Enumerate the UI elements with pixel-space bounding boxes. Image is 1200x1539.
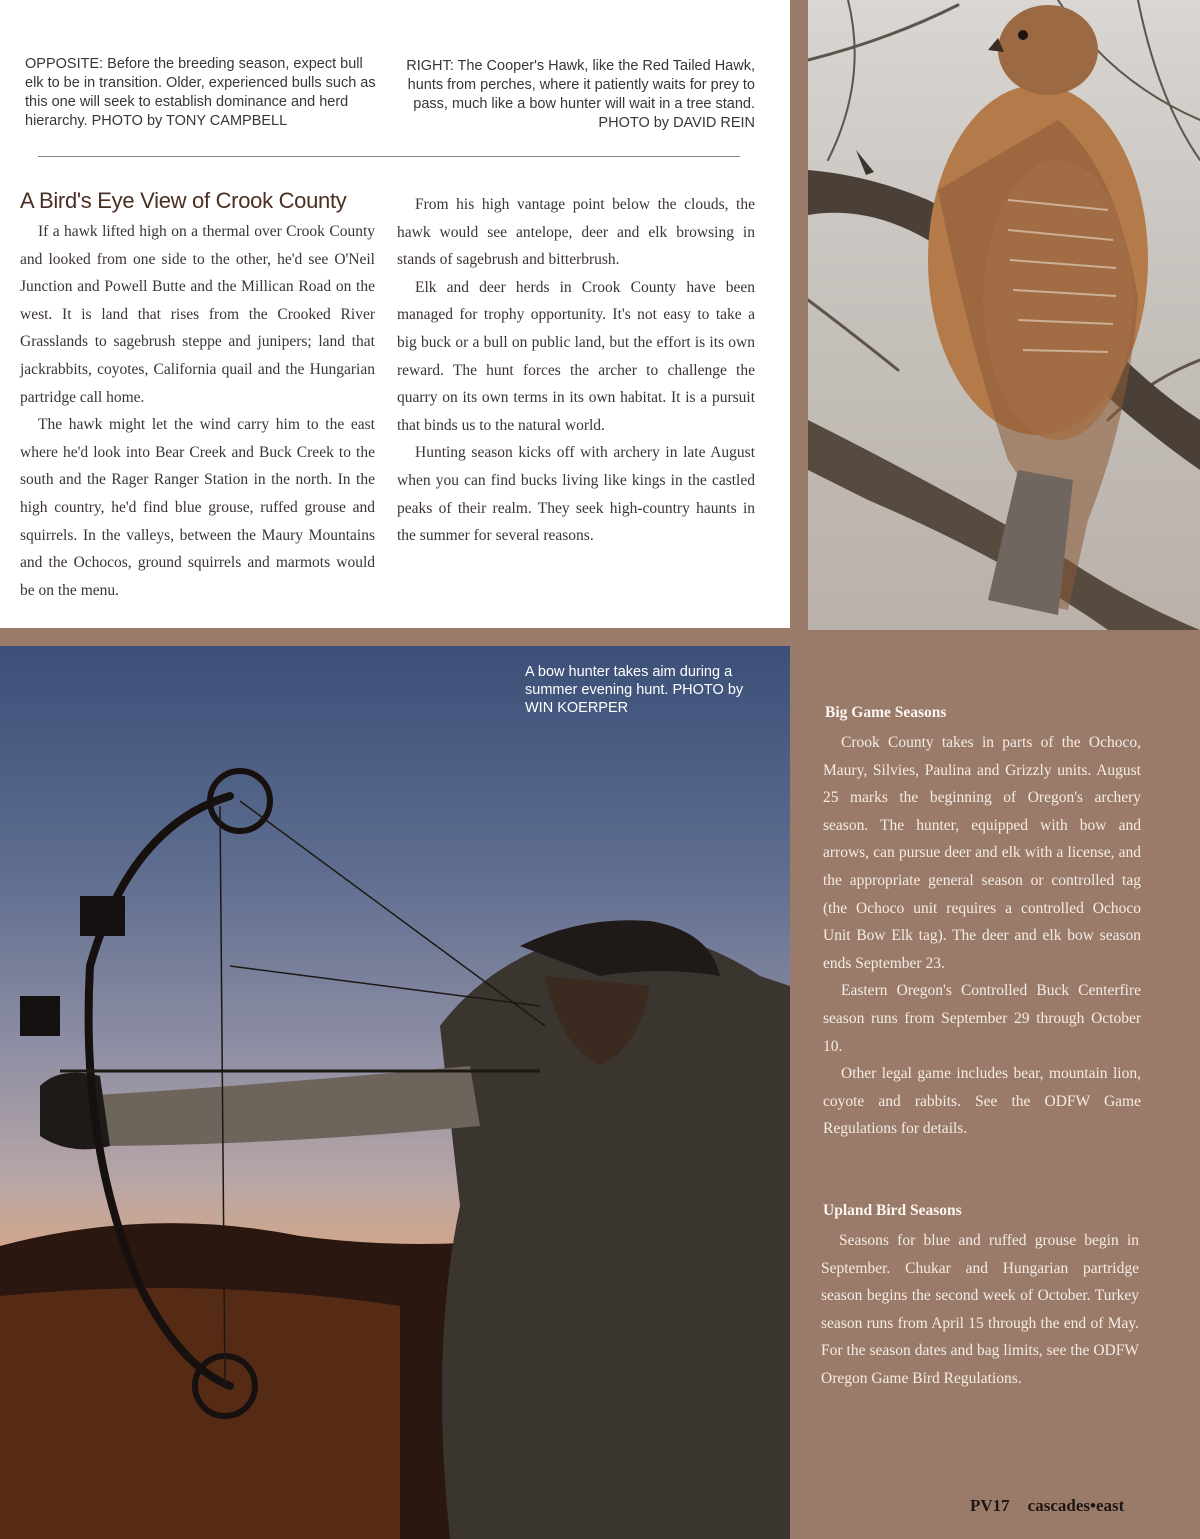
sidebar-body-big-game xyxy=(823,729,1141,1143)
article-paragraph: The hawk might let the wind carry him to the east where he'd look into Bear Creek and Buck Creek to the south and the Rager Ranger Station in the north. In the high country, he'd find blue grouse, ruffed grouse and squirrels. In the valleys, between the Maury Mountains and the Ochocos, ground squirrels and marmots would be on the menu. xyxy=(20,416,375,599)
caption-rule xyxy=(38,156,740,157)
article-paragraph: Hunting season kicks off with archery in late August when you can find bucks living like kings in the castled peaks of their realm. They seek high-country haunts in the summer for several reasons. xyxy=(397,444,755,545)
hawk-photo xyxy=(808,0,1200,630)
page-number: PV17 xyxy=(970,1496,1010,1515)
caption-opposite: OPPOSITE: Before the breeding season, expect bull elk to be in transition. Older, experienced bulls such as this one will seek to establish dominance and herd hierarchy. PHOTO by TONY CAMPBELL xyxy=(25,56,376,129)
caption-right: RIGHT: The Cooper's Hawk, like the Red Tailed Hawk, hunts from perches, where it patiently waits for prey to pass, much like a bow hunter will wait in a tree stand. PHOTO by DAVID REIN xyxy=(406,58,755,131)
article-paragraph: If a hawk lifted high on a thermal over Crook County and looked from one side to the other, he'd see O'Neil Junction and Powell Butte and the Millican Road on the west. It is land that rises from the Crooked River Grasslands to sagebrush steppe and junipers; land that jackrabbits, coyotes, California quail and the Hungarian partridge call home. xyxy=(20,223,375,406)
article-paragraph: From his high vantage point below the clouds, the hawk would see antelope, deer and elk browsing in stands of sagebrush and bitterbrush. xyxy=(397,196,755,269)
caption-hunter: A bow hunter takes aim during a summer evening hunt. PHOTO by WIN KOERPER xyxy=(525,664,744,716)
article-title: A Bird's Eye View of Crook County xyxy=(20,188,347,213)
sidebar-paragraph: Other legal game includes bear, mountain lion, coyote and rabbits. See the ODFW Game Regulations for details. xyxy=(823,1065,1141,1138)
sidebar-paragraph: Crook County takes in parts of the Ochoco, Maury, Silvies, Paulina and Grizzly units. August 25 marks the beginning of Oregon's archery season. The hunter, equipped with bow and arrows, can pursue deer and elk with a license, and the appropriate general season or controlled tag (the Ochoco unit requires a controlled Ochoco Unit Bow Elk tag). The deer and elk bow season ends September 23. xyxy=(823,734,1141,972)
bow-hunter-photo xyxy=(0,646,790,1539)
sidebar-heading-upland: Upland Bird Seasons xyxy=(823,1202,962,1219)
hawk-illustration xyxy=(808,0,1200,630)
bow-hunter-illustration xyxy=(0,646,790,1539)
article-column-1 xyxy=(20,218,375,604)
article-paragraph: Elk and deer herds in Crook County have been managed for trophy opportunity. It's not easy to take a big buck or a bull on public land, but the effort is its own reward. The hunt forces the archer to challenge the quarry on its own terms in its own habitat. It is a pursuit that binds us to the natural world. xyxy=(397,278,755,434)
magazine-name: cascades•east xyxy=(1027,1496,1125,1515)
article-column-2 xyxy=(397,191,755,550)
sidebar-heading-big-game: Big Game Seasons xyxy=(825,704,947,721)
sidebar-paragraph: Eastern Oregon's Controlled Buck Centerfire season runs from September 29 through October 10. xyxy=(823,982,1141,1055)
divider-band xyxy=(0,628,790,646)
page-footer xyxy=(970,1496,1124,1516)
sidebar-paragraph: Seasons for blue and ruffed grouse begin in September. Chukar and Hungarian partridge season begins the second week of October. Turkey season runs from April 15 through the end of May. For the season dates and bag limits, see the ODFW Oregon Game Bird Regulations. xyxy=(821,1232,1139,1387)
sidebar-body-upland xyxy=(821,1227,1139,1393)
